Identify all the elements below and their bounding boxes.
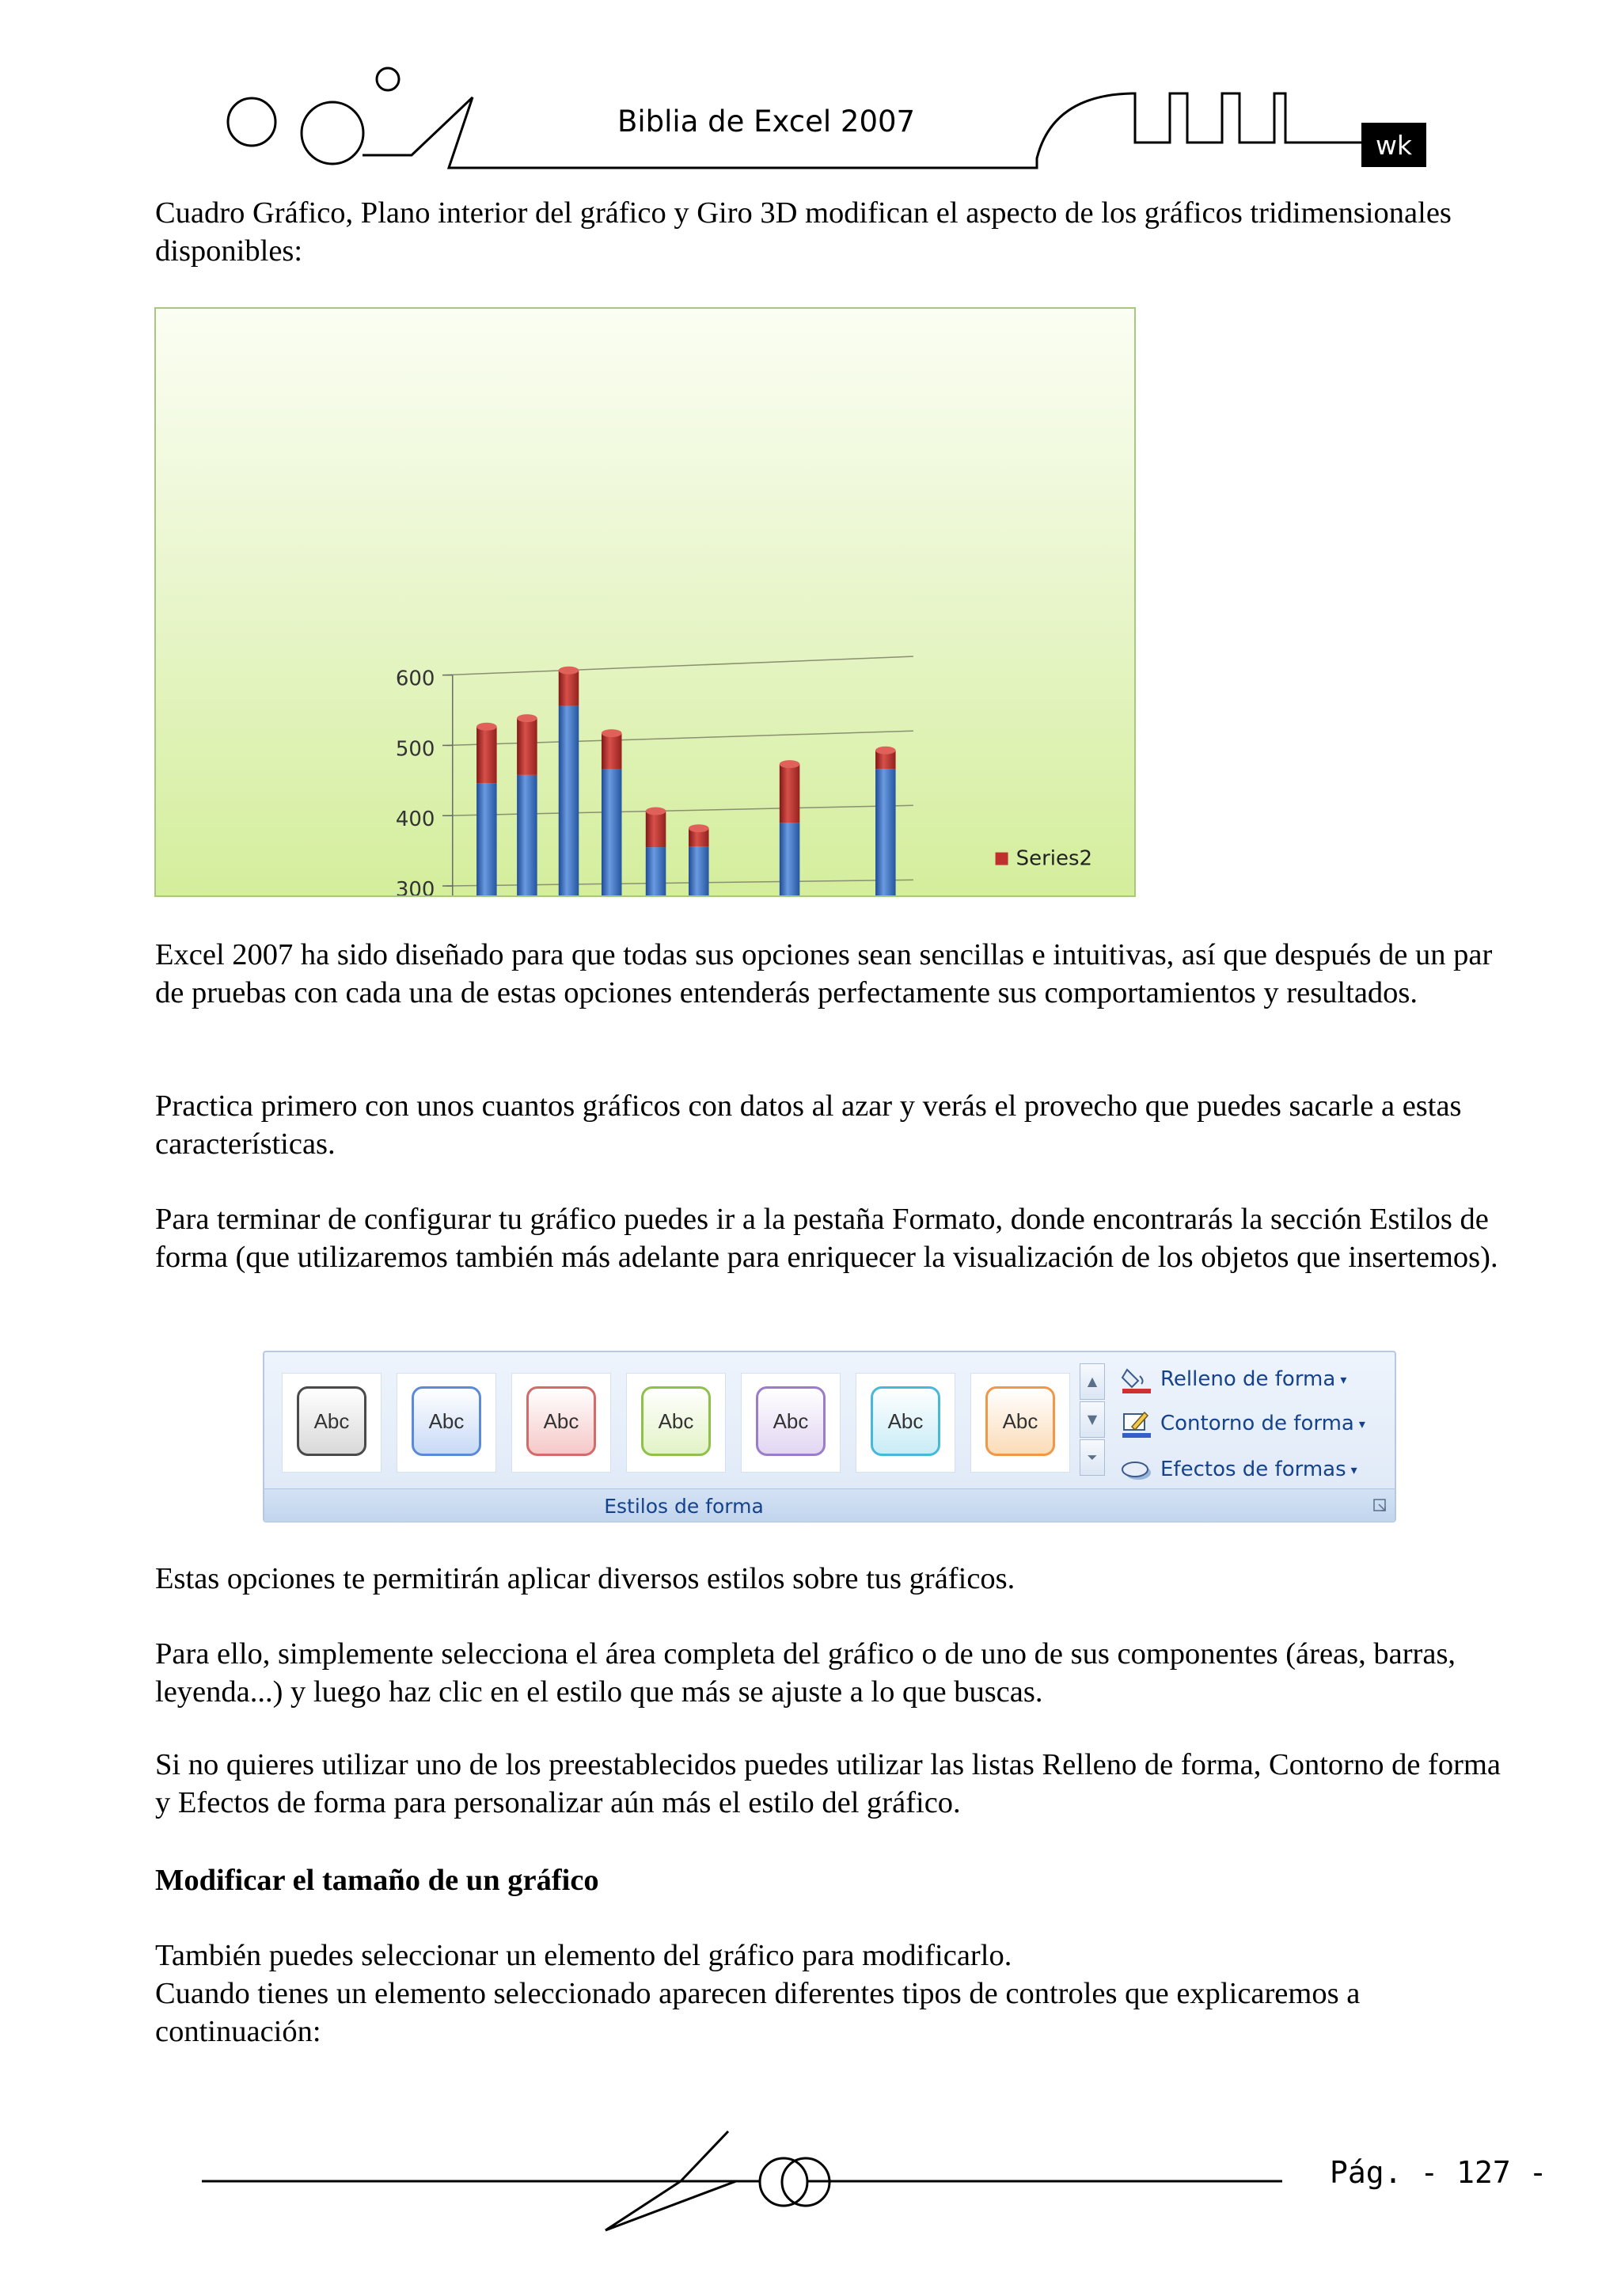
ribbon-group-label: Estilos de forma (604, 1495, 764, 1518)
gallery-scroll-up-button[interactable]: ▲ (1080, 1363, 1105, 1400)
chevron-down-icon: ▾ (1340, 1371, 1347, 1387)
chart-container[interactable] (154, 307, 1136, 897)
bar-series2-top (780, 760, 800, 768)
shape-fill-button[interactable] (1121, 1362, 1346, 1397)
style-button[interactable]: Abc (641, 1386, 711, 1456)
shape-fill-label: Relleno de forma (1160, 1367, 1336, 1391)
style-tile-7[interactable] (970, 1373, 1070, 1473)
section-heading: Modificar el tamaño de un gráfico (155, 1864, 599, 1897)
paragraph-select: Para ello, simplemente selecciona el área completa del gráfico o de uno de sus componentes (áreas, barras, leyenda...) y luego haz clic en el estilo que más se ajuste a lo que buscas. (155, 1637, 1456, 1709)
chevron-down-icon: ▾ (1358, 1416, 1365, 1431)
y-tick-label: 500 (395, 737, 435, 762)
page-number: Pág. - 127 - (1330, 2155, 1547, 2190)
header-circle-large (302, 102, 363, 164)
bar-series2-top (602, 729, 622, 737)
footer-circle-left (760, 2158, 807, 2206)
bar-series2 (780, 764, 800, 823)
header-circle-tiny (377, 68, 399, 90)
paragraph-format-tab: Para terminar de configurar tu gráfico puedes ir a la pestaña Formato, donde encontrarás la sección Estilos de forma (que utilizaremos también más adelante para enriquecer la visualización de los objetos que insertemos). (155, 1203, 1498, 1274)
bar-series1 (689, 846, 709, 895)
bar-series1 (476, 783, 497, 895)
bar-series2-top (875, 747, 896, 755)
style-tile-2[interactable] (397, 1373, 496, 1473)
gridline (446, 731, 913, 745)
header-title: Biblia de Excel 2007 (617, 105, 916, 139)
paragraph-controls: Cuando tienes un elemento seleccionado aparecen diferentes tipos de controles que explicaremos a continuación: (155, 1977, 1361, 2048)
style-button[interactable]: Abc (871, 1386, 940, 1456)
bar-series2-top (559, 667, 579, 675)
header-circle-small (228, 98, 275, 146)
chart-svg (156, 309, 1134, 895)
paragraph-design: Excel 2007 ha sido diseñado para que todas sus opciones sean sencillas e intuitivas, así que después de un par de pruebas con cada una de estas opciones entenderás perfectamente sus comportamientos y resultados. (155, 938, 1493, 1009)
header-square-wave (1132, 93, 1363, 143)
style-button[interactable]: Abc (756, 1386, 826, 1456)
shape-styles-ribbon (263, 1351, 1396, 1522)
y-tick-label: 300 (395, 877, 435, 895)
legend-swatch (996, 853, 1008, 865)
bar-series2-top (689, 824, 709, 832)
style-button[interactable]: Abc (412, 1386, 481, 1456)
gridline (446, 880, 913, 886)
paragraph-practice: Practica primero con unos cuantos gráficos con datos al azar y verás el provecho que puedes sacarle a estas características. (155, 1089, 1462, 1161)
shape-effects-icon (1121, 1455, 1152, 1484)
bar-series1 (602, 769, 622, 895)
bar-series2 (602, 733, 622, 769)
bar-series1 (875, 769, 896, 895)
header-badge: wk (1361, 123, 1426, 167)
bar-series2 (559, 671, 579, 706)
paint-bucket-icon (1121, 1365, 1152, 1393)
bar-series2-top (517, 714, 537, 722)
dialog-launcher-icon[interactable] (1372, 1498, 1388, 1514)
gridline (446, 805, 913, 815)
paragraph-select-element: También puedes seleccionar un elemento del gráfico para modificarlo. (155, 1939, 1012, 1972)
bar-series1 (646, 847, 666, 895)
paragraph-styles: Estas opciones te permitirán aplicar diversos estilos sobre tus gráficos. (155, 1562, 1015, 1595)
pencil-icon (1121, 1409, 1152, 1438)
chevron-down-icon: ▾ (1350, 1462, 1357, 1477)
shape-outline-label: Contorno de forma (1160, 1412, 1354, 1435)
bar-series2 (517, 718, 537, 775)
style-tile-1[interactable] (282, 1373, 382, 1473)
style-button[interactable]: Abc (526, 1386, 596, 1456)
shape-outline-button[interactable] (1121, 1406, 1365, 1441)
y-tick-label: 400 (395, 808, 435, 832)
gallery-more-button[interactable]: ⏷ (1080, 1439, 1105, 1476)
style-tile-6[interactable] (856, 1373, 955, 1473)
style-tile-3[interactable] (511, 1373, 611, 1473)
bar-series2 (646, 812, 666, 848)
bar-series2-top (646, 808, 666, 815)
style-tile-5[interactable] (741, 1373, 841, 1473)
y-tick-label: 600 (395, 667, 435, 691)
style-button[interactable]: Abc (985, 1386, 1055, 1456)
gallery-scroll-down-button[interactable]: ▼ (1080, 1401, 1105, 1438)
paragraph-custom: Si no quieres utilizar uno de los preestablecidos puedes utilizar las listas Relleno de forma, Contorno de forma y Efectos de forma para personalizar aún más el estilo del gráfico. (155, 1748, 1501, 1819)
bar-series2-top (476, 723, 497, 731)
bar-series1 (517, 775, 537, 895)
bar-series1 (780, 823, 800, 895)
shape-effects-button[interactable] (1121, 1452, 1357, 1487)
paragraph-intro: Cuadro Gráfico, Plano interior del gráfico y Giro 3D modifican el aspecto de los gráficos tridimensionales disponibles: (155, 196, 1452, 268)
shape-effects-label: Efectos de formas (1160, 1458, 1346, 1481)
legend-label: Series2 (1015, 846, 1093, 871)
style-button[interactable]: Abc (297, 1386, 366, 1456)
style-tile-4[interactable] (626, 1373, 726, 1473)
bar-series2 (476, 727, 497, 783)
gridline (446, 656, 913, 675)
bar-series1 (559, 706, 579, 895)
